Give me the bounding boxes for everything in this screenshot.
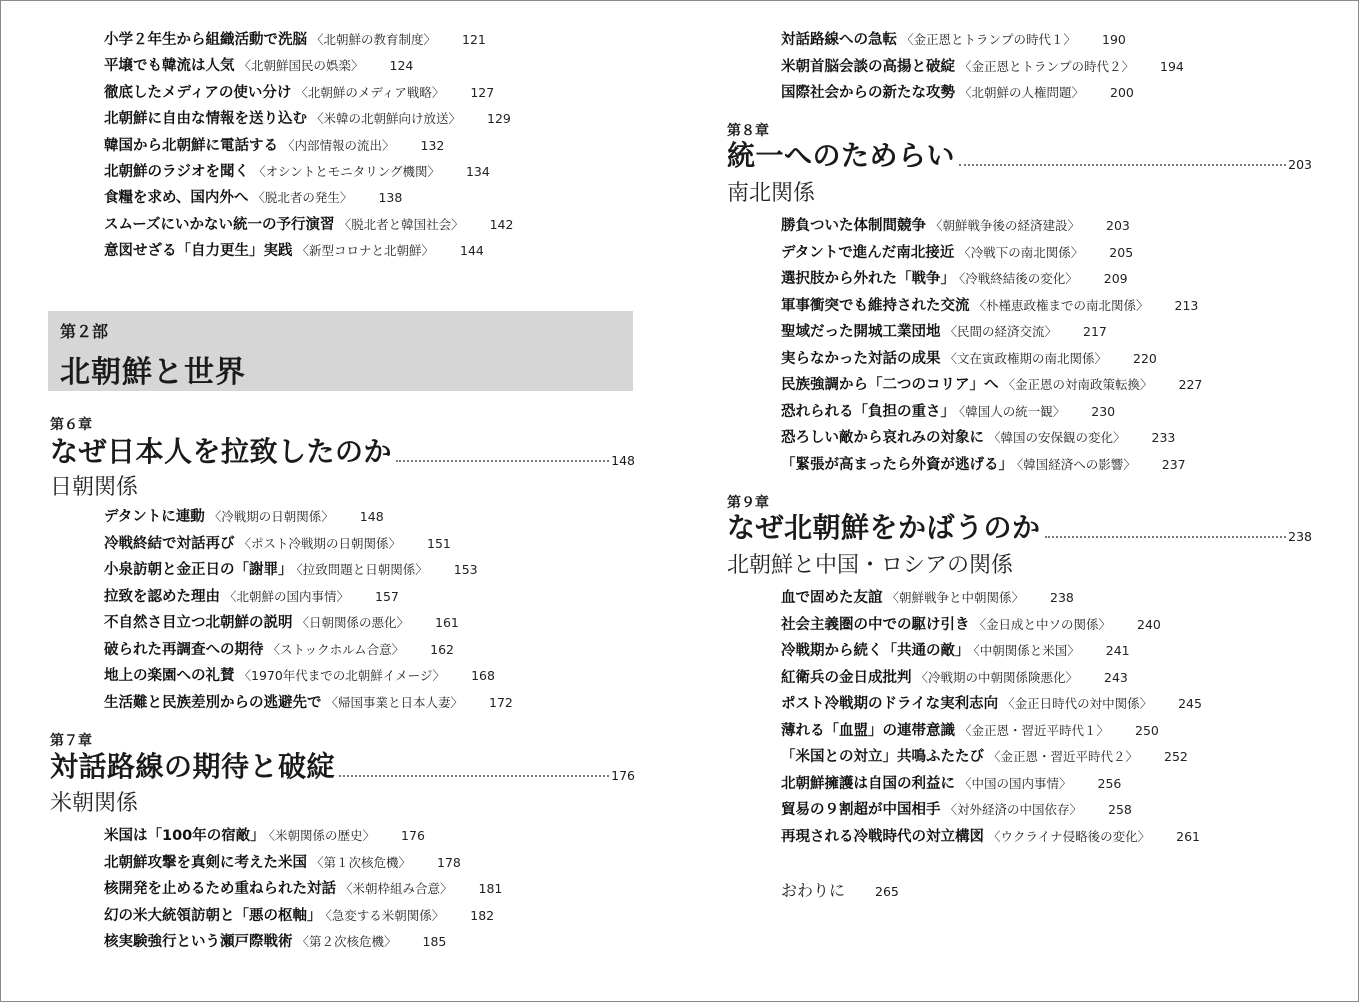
entry-title: 韓国から北朝鮮に電話する [104,137,278,154]
entry-page: 194 [1160,58,1184,74]
entry-title: 核実験強行という瀬戸際戦術 [104,934,293,950]
entry-subtitle: 〈韓国人の統一観〉 [959,403,1066,419]
leader-dots [339,775,609,777]
entry-subtitle: 〈中国の国内事情〉 [959,775,1072,791]
toc-entry[interactable] [781,293,1198,319]
entry-subtitle: 〈急変する米朝関係〉 [325,907,445,923]
entry-subtitle: 〈日朝関係の悪化〉 [296,615,410,630]
entry-subtitle: 〈民間の経済交流〉 [944,324,1058,339]
entry-title: 米朝首脳会談の高揚と破綻 [781,58,955,75]
entry-subtitle: 〈朴槿恵政権までの南北関係〉 [973,297,1149,313]
chapter-8-title: 統一へのためらい [727,139,956,172]
toc-entry[interactable] [104,690,513,716]
entry-subtitle: 〈第２次核危機〉 [296,934,397,949]
toc-entry[interactable] [781,319,1107,345]
entry-page: 227 [1178,377,1203,392]
entry-page: 168 [471,668,495,683]
entry-subtitle: 〈米朝枠組み合意〉 [340,881,453,896]
entry-page: 205 [1109,244,1134,260]
entry-subtitle: 〈ウクライナ侵略後の変化〉 [988,828,1151,844]
entry-subtitle: 〈拉致問題と日朝関係〉 [296,562,428,577]
toc-entry[interactable] [781,665,1128,691]
entry-title: 地上の楽園への礼賛 [104,668,235,684]
entry-subtitle: 〈1970年代までの北朝鮮イメージ〉 [238,668,446,683]
entry-title: 意図せざる「自力更生」実践 [104,243,293,260]
entry-title: 聖域だった開城工業団地 [781,324,941,340]
entry-subtitle: 〈金日成と中ソの関係〉 [973,616,1112,632]
toc-entry[interactable] [781,54,1184,80]
chapter-6-label: 第６章 [50,417,92,433]
entry-title: 紅衛兵の金日成批判 [781,669,912,686]
entry-title: 小泉訪朝と金正日の「謝罪」 [104,562,293,578]
entry-subtitle: 〈朝鮮戦争と中朝関係〉 [886,590,1025,605]
entry-subtitle: 〈北朝鮮の国内事情〉 [224,588,350,604]
entry-page: 132 [420,137,445,153]
entry-title: 北朝鮮のラジオを聞く [104,164,249,180]
entry-subtitle: 〈金正日時代の対中関係〉 [1002,696,1153,711]
toc-entry[interactable] [781,213,1130,239]
toc-entry[interactable] [104,610,459,636]
entry-subtitle: 〈北朝鮮のメディア戦略〉 [295,84,445,100]
toc-entry[interactable] [781,266,1128,292]
entry-page: 127 [470,84,495,100]
entry-page: 161 [435,615,459,630]
entry-subtitle: 〈金正恩・習近平時代２〉 [988,749,1139,764]
entry-subtitle: 〈米韓の北朝鮮向け放送〉 [311,111,462,127]
toc-entry[interactable] [104,80,494,106]
entry-subtitle: 〈第１次核危機〉 [311,854,412,870]
entry-subtitle: 〈金正恩とトランプの時代１〉 [901,32,1077,47]
entry-title: 実らなかった対話の成果 [781,350,941,367]
entry-title: 国際社会からの新たな攻勢 [781,85,955,101]
closing-entry[interactable] [781,878,899,901]
entry-title: 「米国との対立」共鳴ふたたび [781,749,984,765]
chapter-9-subtitle: 北朝鮮と中国・ロシアの関係 [727,553,1014,578]
entry-subtitle: 〈朝鮮戦争後の経済建設〉 [930,218,1081,233]
entry-page: 144 [460,243,484,259]
closing-title: おわりに [781,881,846,900]
chapter-9-label: 第９章 [727,495,769,511]
entry-page: 256 [1097,775,1122,791]
chapter-6-title: なぜ日本人を拉致したのか [50,435,393,468]
chapter-7-page: 176 [611,768,635,783]
entry-subtitle: 〈冷戦終結後の変化〉 [959,271,1078,286]
part-title: 北朝鮮と世界 [60,355,246,390]
entry-page: 213 [1174,297,1199,313]
toc-entry[interactable] [781,824,1200,850]
toc-entry[interactable] [781,744,1188,770]
entry-subtitle: 〈北朝鮮の教育制度〉 [311,32,437,47]
chapter-9-heading[interactable] [727,506,1312,546]
entry-title: 北朝鮮に自由な情報を送り込む [104,111,307,128]
entry-subtitle: 〈米朝関係の歴史〉 [268,828,376,843]
leader-dots [959,164,1286,166]
toc-entry[interactable] [104,159,490,185]
toc-entry[interactable] [781,638,1130,664]
entry-page: 138 [378,190,403,206]
toc-entry[interactable] [781,771,1121,797]
toc-entry[interactable] [781,27,1126,53]
entry-page: 240 [1137,616,1161,632]
chapter-7-subtitle: 米朝関係 [50,791,139,816]
toc-entry[interactable] [781,452,1186,478]
entry-page: 153 [453,562,478,577]
entry-page: 142 [489,216,514,232]
entry-subtitle: 〈冷戦下の南北関係〉 [958,244,1084,260]
entry-title: 冷戦期から続く「共通の敵」 [781,643,970,659]
entry-subtitle: 〈北朝鮮の人権問題〉 [959,85,1085,100]
entry-page: 129 [487,111,511,127]
entry-page: 203 [1106,218,1130,233]
entry-subtitle: 〈北朝鮮国民の娯楽〉 [238,58,364,74]
toc-entry[interactable] [104,106,511,132]
entry-page: 148 [359,509,384,524]
entry-title: 選択肢から外れた「戦争」 [781,271,955,287]
chapter-8-page: 203 [1288,157,1312,172]
chapter-6-subtitle: 日朝関係 [50,475,139,500]
entry-subtitle: 〈新型コロナと北朝鮮〉 [296,243,435,259]
entry-page: 176 [401,828,425,843]
toc-entry[interactable] [781,240,1133,266]
entry-page: 185 [422,934,447,949]
toc-entry[interactable] [104,212,513,238]
entry-subtitle: 〈内部情報の流出〉 [282,137,395,153]
entry-title: 冷戦終結で対話再び [104,535,235,552]
toc-entry[interactable] [781,372,1202,398]
toc-entry[interactable] [104,557,478,583]
entry-page: 237 [1161,456,1186,472]
entry-subtitle: 〈帰国事業と日本人妻〉 [325,694,464,710]
entry-page: 190 [1102,32,1126,47]
chapter-8-subtitle: 南北関係 [727,181,816,206]
entry-title: 拉致を認めた理由 [104,588,220,605]
entry-subtitle: 〈対外経済の中国依存〉 [944,802,1083,817]
entry-title: デタントで進んだ南北接近 [781,244,955,261]
entry-subtitle: 〈脱北者の発生〉 [252,190,353,206]
entry-page: 217 [1083,324,1107,339]
chapter-8-heading[interactable] [727,134,1312,174]
entry-subtitle: 〈金正恩とトランプの時代２〉 [959,58,1135,74]
entry-title: 米国は「100年の宿敵」 [104,828,265,844]
chapter-7-heading[interactable] [50,745,635,785]
toc-entry[interactable] [104,663,495,689]
toc-entry[interactable] [781,691,1202,717]
entry-title: 「緊張が高まったら外資が逃げる」 [781,456,1013,473]
entry-page: 172 [489,694,513,710]
entry-title: 再現される冷戦時代の対立構図 [781,828,984,845]
entry-title: 平壌でも韓流は人気 [104,58,235,75]
entry-title: 破られた再調査への期待 [104,641,264,658]
entry-page: 258 [1108,802,1132,817]
entry-title: 生活難と民族差別からの逃避先で [104,694,322,711]
toc-entry[interactable] [104,876,502,902]
entry-title: 薄れる「血盟」の連帯意識 [781,722,955,739]
entry-subtitle: 〈オシントとモニタリング機関〉 [253,164,440,179]
entry-title: 核開発を止めるため重ねられた対話 [104,881,336,897]
entry-page: 157 [375,588,399,604]
entry-title: 貿易の９割超が中国相手 [781,802,941,818]
entry-title: 軍事衝突でも維持された交流 [781,297,970,314]
closing-page: 265 [875,884,899,899]
entry-title: 恐れられる「負担の重さ」 [781,403,955,420]
toc-entry[interactable] [104,903,494,929]
entry-title: 小学２年生から組織活動で洗脳 [104,32,307,48]
toc-entry[interactable] [104,185,402,211]
chapter-9-title: なぜ北朝鮮をかばうのか [727,511,1041,544]
chapter-9-page: 238 [1288,529,1312,544]
entry-title: デタントに連動 [104,509,205,525]
toc-entry[interactable] [104,133,444,159]
entry-page: 121 [462,32,486,47]
entry-title: 北朝鮮攻撃を真剣に考えた米国 [104,854,307,871]
entry-page: 250 [1135,722,1159,738]
entry-page: 151 [427,535,451,551]
entry-subtitle: 〈脱北者と韓国社会〉 [338,216,464,232]
entry-subtitle: 〈冷戦期の日朝関係〉 [208,509,334,524]
entry-subtitle: 〈中朝関係と米国〉 [973,643,1080,658]
toc-entry[interactable] [104,823,425,849]
entry-title: 徹底したメディアの使い分け [104,84,292,101]
toc-entry[interactable] [104,531,451,557]
entry-subtitle: 〈ポスト冷戦期の日朝関係〉 [238,535,402,551]
toc-entry[interactable] [104,929,446,955]
entry-page: 182 [470,907,495,923]
entry-page: 178 [437,854,461,870]
entry-subtitle: 〈金正恩の対南政策転換〉 [1002,377,1153,392]
toc-entry[interactable] [781,585,1074,611]
entry-page: 245 [1178,696,1202,711]
entry-title: 食糧を求め、国内外へ [104,190,249,207]
leader-dots [396,460,609,462]
entry-page: 220 [1133,350,1157,366]
entry-page: 230 [1091,403,1116,419]
entry-page: 181 [478,881,503,896]
entry-subtitle: 〈文在寅政権期の南北関係〉 [944,350,1108,366]
chapter-6-heading[interactable] [50,430,635,470]
toc-entry[interactable] [104,53,413,79]
chapter-6-page: 148 [611,453,635,468]
entry-page: 243 [1104,669,1128,685]
toc-entry[interactable] [781,425,1175,451]
entry-subtitle: 〈韓国の安保観の変化〉 [988,430,1126,445]
toc-entry[interactable] [104,238,484,264]
chapter-7-title: 対話路線の期待と破綻 [50,750,336,783]
entry-title: 不自然さ目立つ北朝鮮の説明 [104,615,293,631]
entry-title: スムーズにいかない統一の予行演習 [104,216,335,233]
toc-entry[interactable] [104,584,399,610]
entry-subtitle: 〈韓国経済への影響〉 [1017,456,1136,472]
entry-title: 社会主義圏の中での駆け引き [781,616,970,633]
entry-page: 134 [465,164,490,179]
entry-title: ポスト冷戦期のドライな実利志向 [781,696,999,712]
entry-title: 勝負ついた体制間競争 [781,218,926,234]
chapter-7-label: 第７章 [50,733,92,749]
part-2-box [48,311,633,391]
entry-page: 241 [1105,643,1130,658]
toc-entry[interactable] [104,27,486,53]
entry-page: 261 [1176,828,1200,844]
toc-entry[interactable] [104,504,384,530]
toc-entry[interactable] [781,346,1157,372]
entry-title: 民族強調から「二つのコリア」へ [781,377,999,393]
entry-page: 209 [1103,271,1128,286]
entry-page: 162 [430,641,454,657]
chapter-8-label: 第８章 [727,123,769,139]
leader-dots [1045,536,1287,538]
toc-entry[interactable] [781,80,1134,106]
entry-page: 252 [1164,749,1188,764]
entry-subtitle: 〈ストックホルム合意〉 [267,641,405,657]
toc-entry[interactable] [781,797,1132,823]
toc-entry[interactable] [104,850,461,876]
entry-subtitle: 〈金正恩・習近平時代１〉 [959,722,1110,738]
entry-subtitle: 〈冷戦期の中朝関係険悪化〉 [915,669,1079,685]
entry-page: 238 [1050,590,1074,605]
part-label: 第２部 [60,322,109,341]
entry-page: 200 [1110,85,1134,100]
toc-entry[interactable] [781,399,1115,425]
entry-title: 幻の米大統領訪朝と「悪の枢軸」 [104,907,322,924]
toc-entry[interactable] [104,637,454,663]
toc-entry[interactable] [781,718,1159,744]
entry-title: 血で固めた友誼 [781,590,883,606]
entry-title: 対話路線への急転 [781,32,897,48]
entry-page: 124 [389,58,414,74]
entry-title: 北朝鮮擁護は自国の利益に [781,775,955,792]
toc-entry[interactable] [781,612,1161,638]
entry-title: 恐ろしい敵から哀れみの対象に [781,430,984,446]
entry-page: 233 [1151,430,1176,445]
